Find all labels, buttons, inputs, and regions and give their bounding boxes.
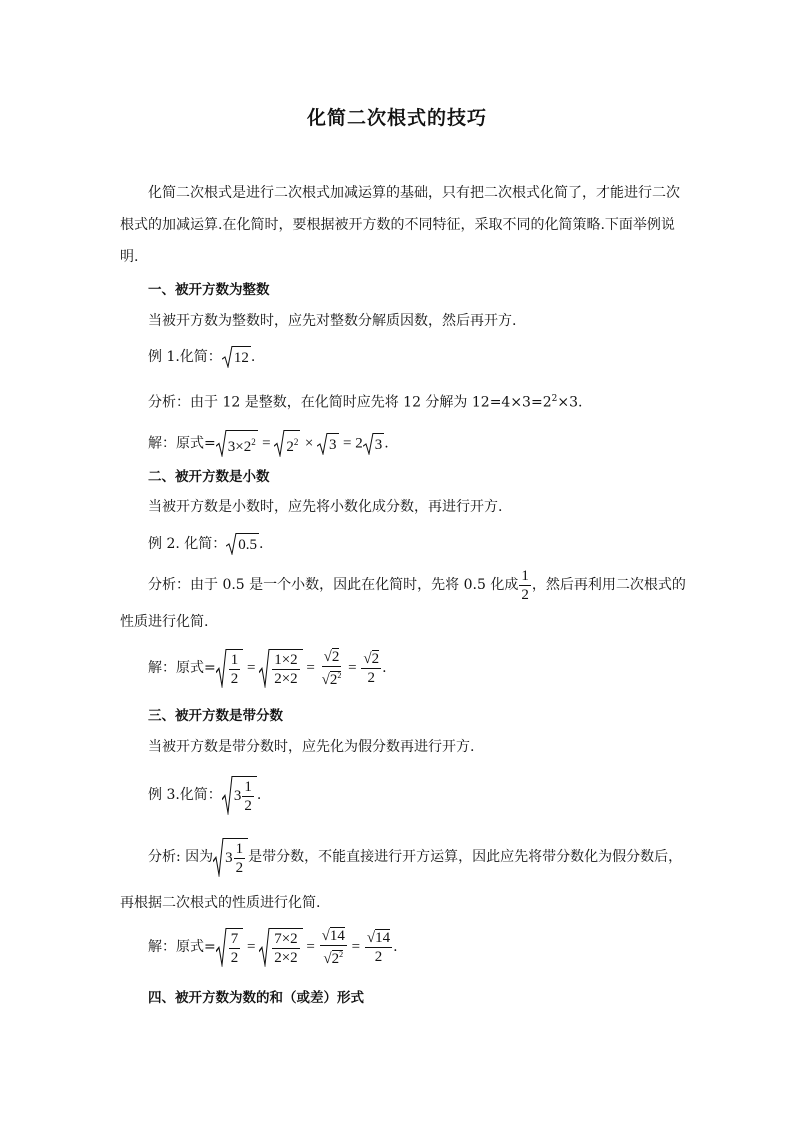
radical: $\frac{7\times 2}{2\times 2}$ (259, 928, 302, 967)
fraction: $\frac{√14}{√2^2}$ (321, 927, 345, 967)
example-3-solution: 解：原式= $\frac{7}{2}$ = $\frac{7\times 2}{2\times 2}$ = $\frac{√14}{√2^2}$ = $\frac{√14}{2}$ . (148, 927, 398, 967)
intro-line-1: 化简二次根式是进行二次根式加减运算的基础，只有把二次根式化简了，才能进行二次 (148, 185, 680, 201)
page-title: 化简二次根式的技巧 (306, 107, 487, 129)
radical: 3 $\frac{1}{2}$ (222, 776, 257, 815)
radical: 3 (363, 433, 385, 455)
section-2-heading: 二、被开方数是小数 (148, 469, 270, 485)
radical: $\frac{1}{2}$ (216, 649, 244, 688)
example-1-solution: 解：原式= $3\times 2^2$ = $2^2$ × 3 = 2 3 . (148, 430, 708, 457)
example-3-analysis-line-2: 再根据二次根式的性质进行化简. (120, 895, 321, 911)
radical: $\frac{1\times 2}{2\times 2}$ (259, 649, 302, 688)
example-2-analysis: 分析：由于 0.5 是一个小数，因此在化简时，先将 0.5 化成 $\frac{1}{2}$ ，然后再利用二次根式的 (148, 567, 686, 603)
section-1-heading: 一、被开方数为整数 (148, 282, 270, 298)
radical: $3\times 2^2$ (216, 430, 258, 457)
fraction: $\frac{√14}{2}$ (366, 929, 391, 965)
example-3: 例 3.化简： 3 $\frac{1}{2}$ . (148, 772, 708, 818)
radical: $\frac{7}{2}$ (216, 928, 244, 967)
section-3-text: 当被开方数是带分数时，应先化为假分数再进行开方. (148, 739, 475, 755)
radical: 12 (222, 346, 251, 368)
intro-line-2: 根式的加减运算.在化简时，要根据被开方数的不同特征，采取不同的化简策略.下面举例说 (120, 217, 675, 233)
radical: 3 $\frac{1}{2}$ (213, 838, 248, 877)
section-1-text: 当被开方数为整数时，应先对整数分解质因数，然后再开方. (148, 313, 517, 329)
example-2-analysis-line-2: 性质进行化简. (120, 614, 209, 630)
section-4-heading: 四、被开方数为数的和（或差）形式 (148, 990, 364, 1006)
fraction: $\frac{√2}{√2^2}$ (321, 648, 342, 688)
fraction: $\frac{√2}{2}$ (363, 650, 380, 686)
radical: $2^2$ (274, 430, 300, 457)
example-2: 例 2. 化简： 0.5 . (148, 533, 708, 555)
section-2-text: 当被开方数是小数时，应先将小数化成分数，再进行开方. (148, 499, 503, 515)
fraction: $\frac{1}{2}$ (521, 567, 529, 603)
example-3-analysis: 分析: 因为 3 $\frac{1}{2}$ 是带分数，不能直接进行开方运算，因此应先将带分数化为假分数后， (148, 834, 708, 880)
intro-line-3: 明. (120, 249, 139, 265)
example-1: 例 1.化简： 12 . (148, 346, 708, 368)
radical: 0.5 (226, 533, 259, 555)
section-3-heading: 三、被开方数是带分数 (148, 708, 283, 724)
radical: 3 (317, 433, 339, 455)
example-1-analysis: 分析：由于 12 是整数，在化简时应先将 12 分解为 $12=4\times 3=2^2\times 3$. (148, 394, 583, 411)
example-2-solution: 解：原式= $\frac{1}{2}$ = $\frac{1\times 2}{2\times 2}$ = $\frac{√2}{√2^2}$ = $\frac{√2}{2}$ . (148, 648, 387, 688)
